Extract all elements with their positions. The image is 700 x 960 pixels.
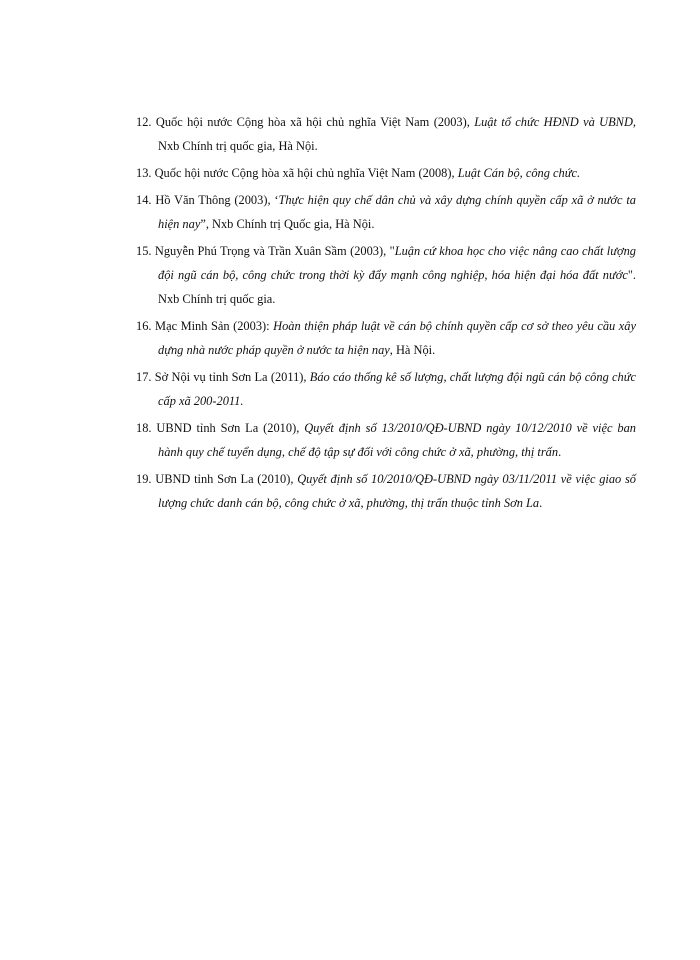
reference-title: Quyết định số 13/2010/QĐ-UBND ngày 10/12/2010 về việc ban hành quy chế tuyển dụng, chế độ tập sự đối với công chức ở xã, phường, thị trấn <box>158 421 636 459</box>
reference-title: Luật Cán bộ, công chức. <box>457 166 581 180</box>
reference-number: 14. <box>136 193 152 207</box>
reference-number: 18. <box>136 421 152 435</box>
reference-item-19 <box>136 467 636 515</box>
reference-text: Nguyễn Phú Trọng và Trần Xuân Sầm (2003), " <box>154 244 395 258</box>
reference-text: UBND tỉnh Sơn La (2010), <box>155 472 298 486</box>
reference-item-12 <box>136 110 636 158</box>
reference-text: UBND tỉnh Sơn La (2010), <box>156 421 305 435</box>
reference-title: Thực hiện quy chế dân chủ và xây dựng chính quyền cấp xã ở nước ta hiện nay <box>158 193 636 231</box>
reference-item-14 <box>136 188 636 236</box>
reference-text: , Hà Nội. <box>389 343 436 357</box>
reference-text: . <box>539 496 543 510</box>
reference-text: Hồ Văn Thông (2003), ‘ <box>155 193 279 207</box>
reference-item-15 <box>136 239 636 311</box>
reference-text: ”, Nxb Chính trị Quốc gia, Hà Nội. <box>200 217 375 231</box>
reference-title: Hoàn thiện pháp luật về cán bộ chính quyền cấp cơ sở theo yêu cầu xây dựng nhà nước pháp quyền ở nước ta hiện nay <box>158 319 636 357</box>
reference-number: 16. <box>136 319 152 333</box>
reference-number: 17. <box>136 370 152 384</box>
reference-item-13 <box>136 161 636 185</box>
reference-text: Quốc hội nước Cộng hòa xã hội chủ nghĩa Việt Nam (2008), <box>154 166 458 180</box>
reference-text: ". Nxb Chính trị quốc gia. <box>158 268 636 306</box>
reference-title: Luận cứ khoa học cho việc nâng cao chất lượng đội ngũ cán bộ, công chức trong thời kỳ đẩy mạnh công nghiệp, hóa hiện đại hóa đất nước <box>158 244 636 282</box>
reference-number: 15. <box>136 244 152 258</box>
reference-title: Luật tổ chức HĐND và UBND <box>474 115 633 129</box>
reference-text: Sở Nội vụ tỉnh Sơn La (2011), <box>154 370 310 384</box>
reference-title: Báo cáo thống kê số lượng, chất lượng đội ngũ cán bộ công chức cấp xã 200-2011. <box>158 370 636 408</box>
reference-title: Quyết định số 10/2010/QĐ-UBND ngày 03/11/2011 về việc giao số lượng chức danh cán bộ, công chức ở xã, phường, thị trấn thuộc tỉnh Sơn La <box>158 472 636 510</box>
reference-item-17 <box>136 365 636 413</box>
reference-text: . <box>558 445 562 459</box>
reference-text: Mạc Minh Sản (2003): <box>155 319 274 333</box>
reference-number: 19. <box>136 472 152 486</box>
reference-list <box>136 110 636 518</box>
reference-text: , Nxb Chính trị quốc gia, Hà Nội. <box>158 115 636 153</box>
reference-number: 12. <box>136 115 152 129</box>
reference-number: 13. <box>136 166 152 180</box>
reference-item-18 <box>136 416 636 464</box>
reference-item-16 <box>136 314 636 362</box>
reference-text: Quốc hội nước Cộng hòa xã hội chủ nghĩa Việt Nam (2003), <box>155 115 475 129</box>
